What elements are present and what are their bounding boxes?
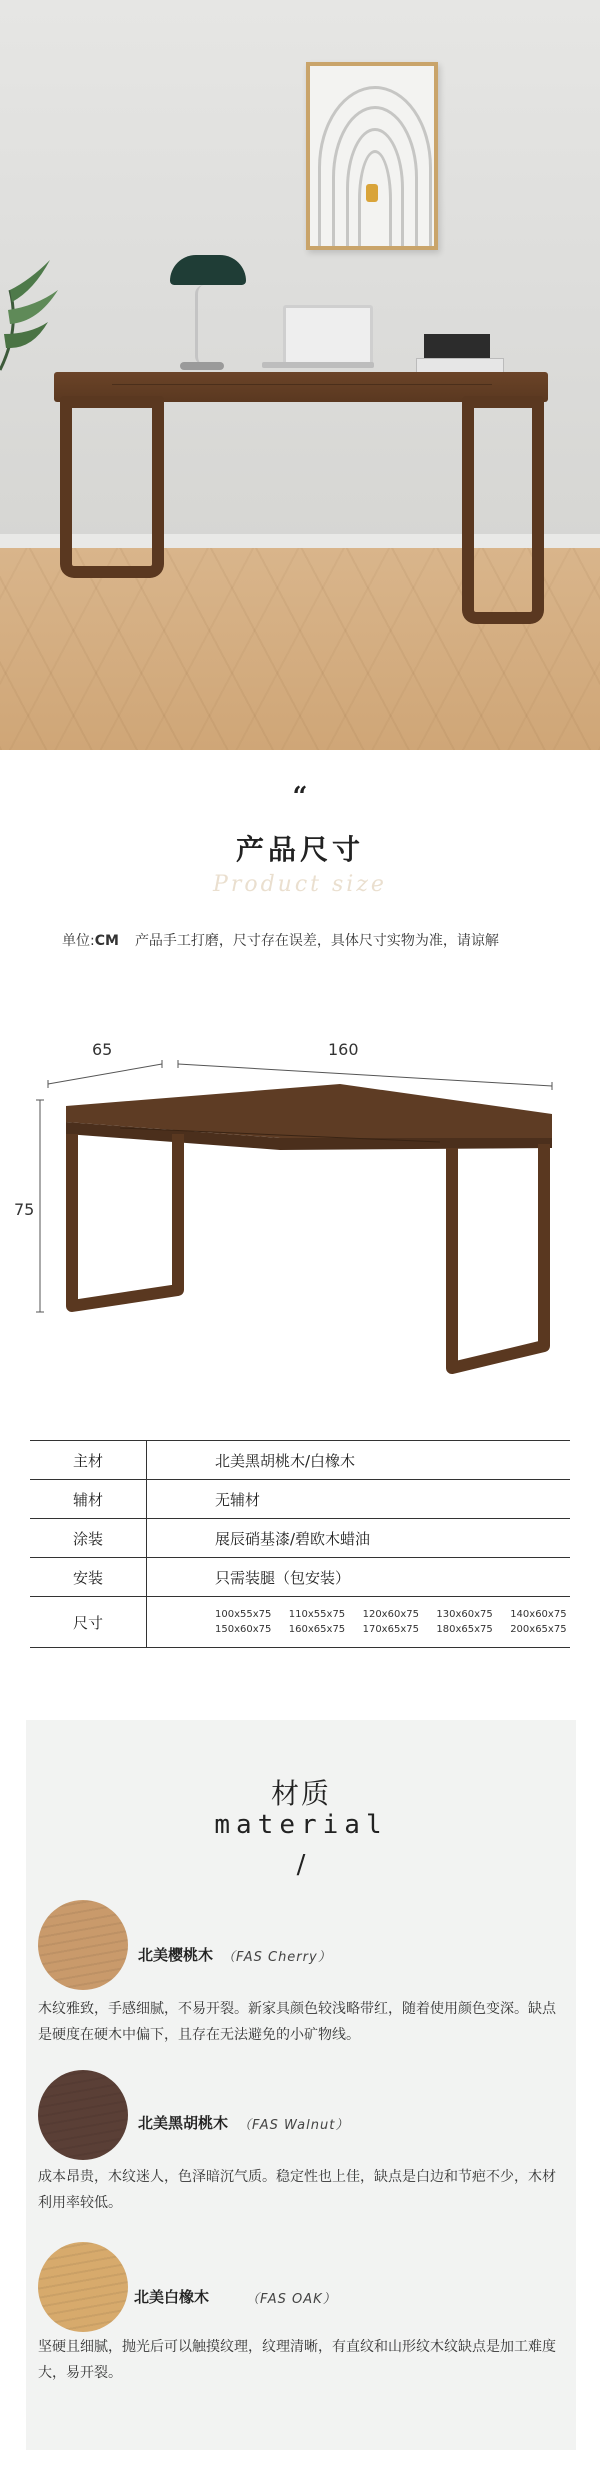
table-row <box>30 1441 570 1480</box>
size-option: 160x65x75 <box>288 1624 346 1635</box>
unit-label: 单位: <box>62 933 95 949</box>
desk-lamp-arm <box>195 285 204 365</box>
spec-value: 展辰硝基漆/碧欧木蜡油 <box>147 1519 571 1558</box>
quote-mark: “ <box>292 782 308 812</box>
section-title: 产品尺寸 <box>235 833 364 866</box>
desk-lamp-shade <box>170 255 246 285</box>
spec-value: 无辅材 <box>147 1480 571 1519</box>
material-slash: / <box>296 1850 306 1880</box>
size-option: 140x60x75 <box>510 1609 567 1620</box>
material-name: 北美樱桃木 <box>138 1946 214 1964</box>
spec-label: 主材 <box>30 1441 147 1480</box>
walnut-wood-swatch <box>38 2070 128 2160</box>
table-row <box>30 1558 570 1597</box>
size-option: 120x60x75 <box>362 1609 419 1620</box>
cherry-wood-swatch <box>38 1900 128 1990</box>
spec-sizes-cell <box>147 1597 571 1648</box>
hero-desk-photo <box>0 0 600 750</box>
unit-disclaimer: 产品手工打磨，尺寸存在误差，具体尺寸实物为准，请谅解 <box>134 933 499 949</box>
material-description: 坚硬且细腻，抛光后可以触摸纹理，纹理清晰，有直纹和山形纹木纹缺点是加工难度大，易开裂。 <box>38 2339 556 2381</box>
spec-label: 辅材 <box>30 1480 147 1519</box>
desk-leg-left <box>60 396 164 578</box>
spec-label: 安装 <box>30 1558 147 1597</box>
material-card <box>26 1720 576 2450</box>
material-english: （FAS Walnut） <box>238 2118 350 2133</box>
plant-icon <box>0 250 60 380</box>
material-name: 北美白橡木 <box>134 2288 210 2306</box>
spec-table <box>30 1440 570 1648</box>
size-option: 200x65x75 <box>510 1624 567 1635</box>
table-row <box>30 1597 570 1648</box>
table-row <box>30 1480 570 1519</box>
size-option: 170x65x75 <box>362 1624 419 1635</box>
oak-wood-swatch <box>38 2242 128 2332</box>
dim-length: 160 <box>328 1040 359 1059</box>
laptop-screen <box>283 305 373 367</box>
wall-art-arches <box>310 66 434 246</box>
dim-height: 75 <box>14 1200 35 1219</box>
material-english: （FAS OAK） <box>246 2292 337 2307</box>
size-option: 110x55x75 <box>288 1609 346 1620</box>
wall-art-frame <box>306 62 438 250</box>
size-option: 130x60x75 <box>436 1609 493 1620</box>
size-list <box>215 1609 570 1635</box>
spec-value: 只需装腿（包安装） <box>147 1558 571 1597</box>
table-row <box>30 1519 570 1558</box>
dimension-drawing <box>0 1030 600 1390</box>
desk-lamp-base <box>180 362 224 370</box>
material-name: 北美黑胡桃木 <box>138 2114 229 2132</box>
spec-label: 涂装 <box>30 1519 147 1558</box>
unit-value: CM <box>94 933 119 949</box>
desk-leg-right <box>462 396 544 624</box>
laptop-base <box>262 362 374 368</box>
section-subtitle: Product size <box>213 872 387 897</box>
size-option: 150x60x75 <box>215 1624 272 1635</box>
size-option: 180x65x75 <box>436 1624 493 1635</box>
storage-box <box>424 334 490 358</box>
material-english: （FAS Cherry） <box>222 1950 332 1965</box>
material-description: 成本昂贵，木纹迷人，色泽暗沉气质。稳定性也上佳，缺点是白边和节疤不少，木材利用率较低。 <box>38 2169 556 2211</box>
material-description: 木纹雅致，手感细腻，不易开裂。新家具颜色较浅略带红，随着使用颜色变深。缺点是硬度在硬木中偏下，且存在无法避免的小矿物线。 <box>38 2001 556 2043</box>
spec-value: 北美黑胡桃木/白橡木 <box>147 1441 571 1480</box>
desk-drawer-line <box>112 384 492 405</box>
unit-note <box>62 930 499 950</box>
dim-depth: 65 <box>92 1040 113 1059</box>
material-subtitle: material <box>214 1810 388 1840</box>
size-option: 100x55x75 <box>215 1609 272 1620</box>
material-title: 材质 <box>270 1777 331 1810</box>
spec-label: 尺寸 <box>30 1597 147 1648</box>
